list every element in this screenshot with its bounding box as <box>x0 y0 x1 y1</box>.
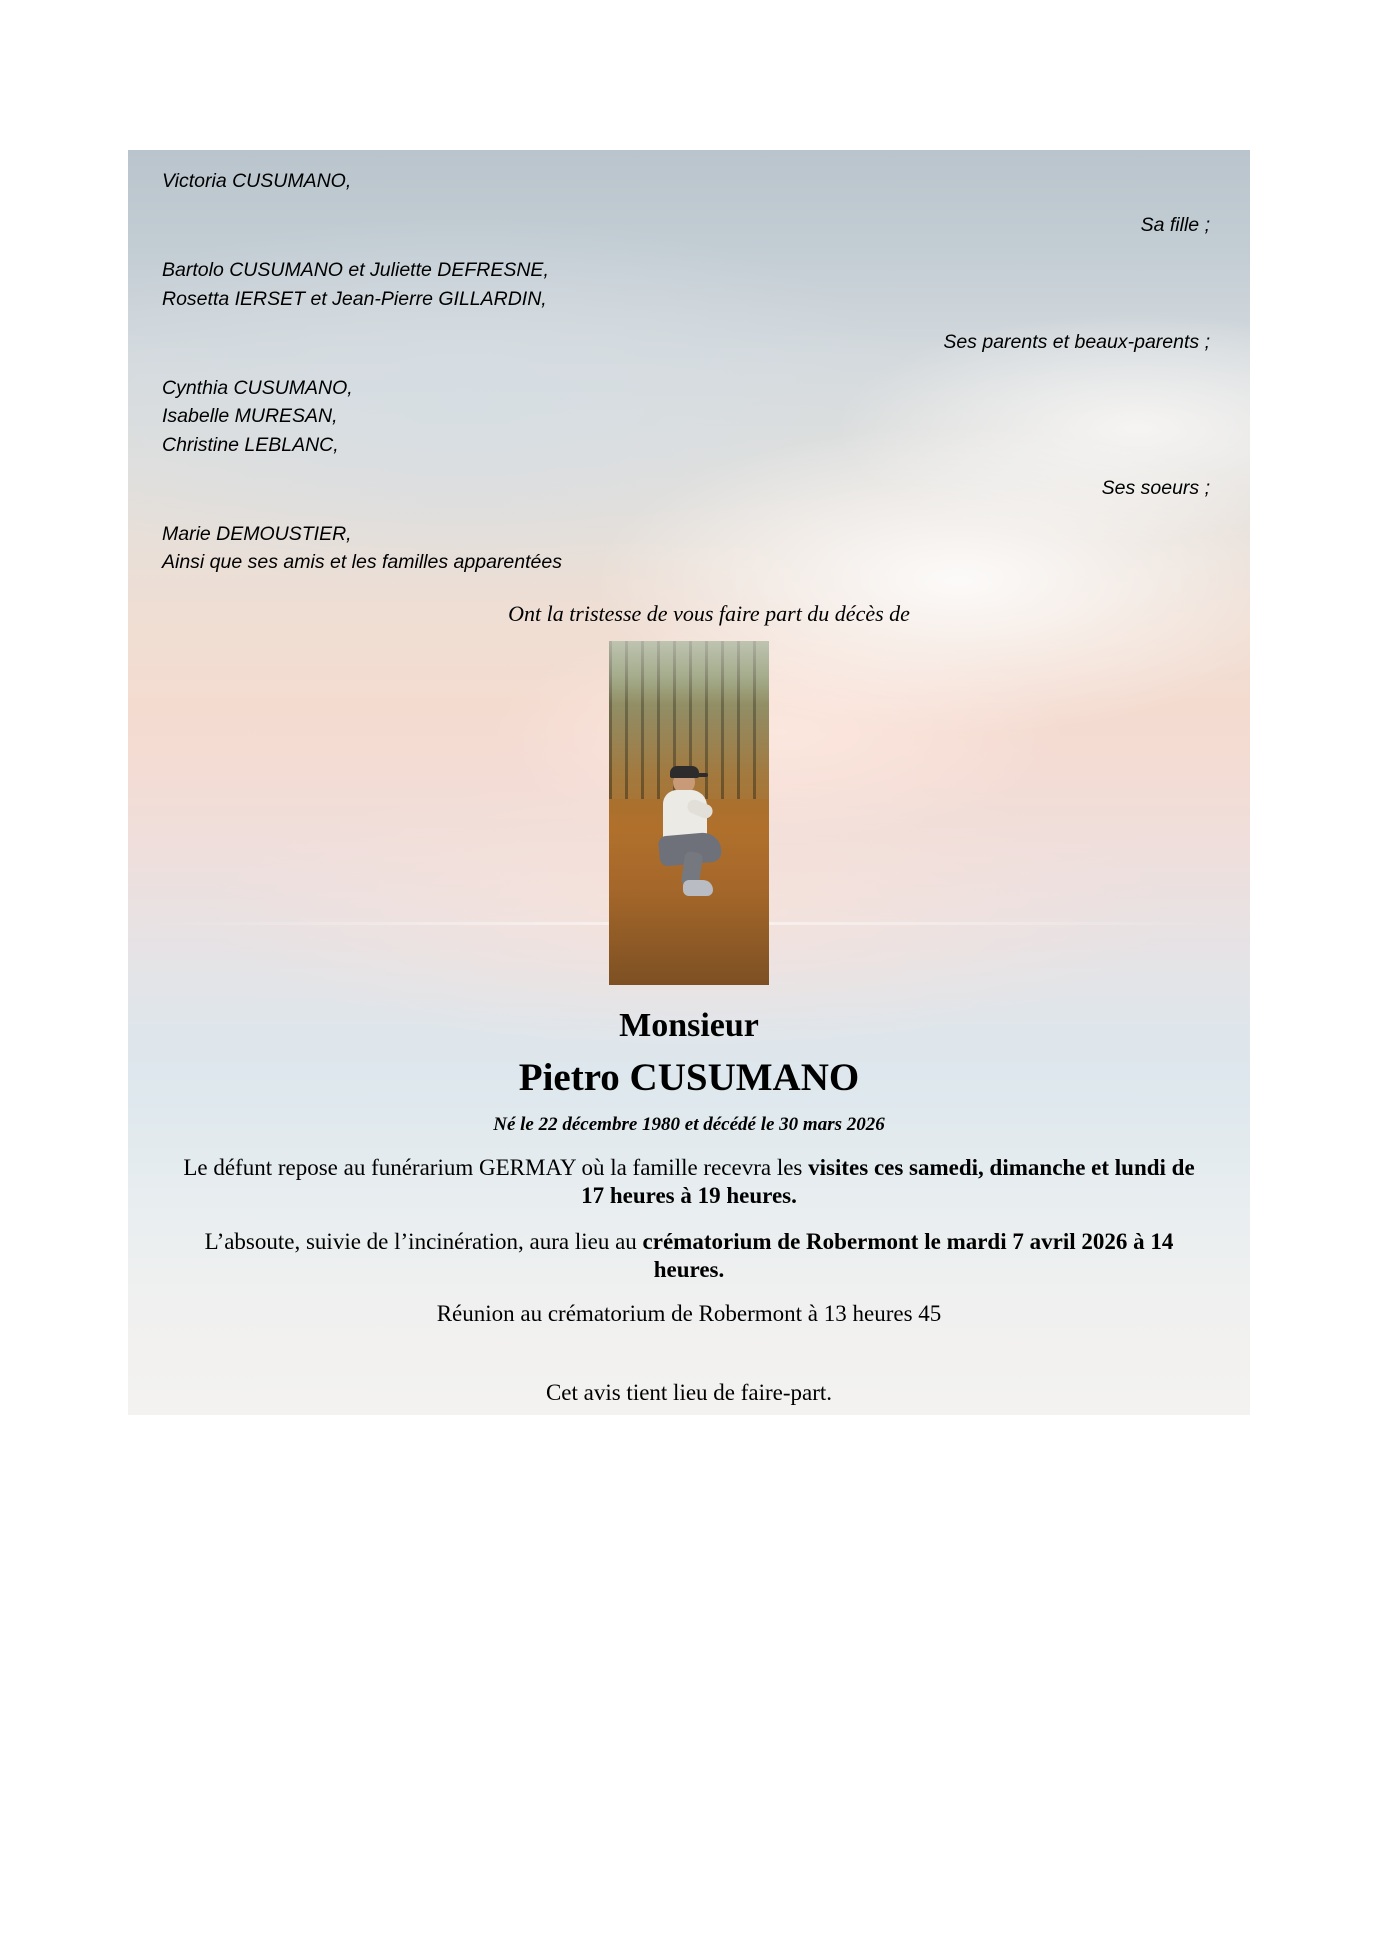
card-content <box>128 150 1250 1415</box>
family-list <box>162 172 1216 573</box>
ceremony-text: L’absoute, suivie de l’incinération, aura lieu au <box>204 1228 643 1254</box>
visitation-text: Le défunt repose au funérarium GERMAY où la famille recevra les <box>183 1154 809 1180</box>
deceased-name: Pietro CUSUMANO <box>518 1055 860 1099</box>
family-name-line: Victoria CUSUMANO, <box>162 170 352 192</box>
deceased-photo <box>609 641 769 985</box>
visitation-details: visites ces samedi, dimanche et lundi de 17 heures à 19 heures. <box>581 1154 1195 1208</box>
family-name-line: Bartolo CUSUMANO et Juliette DEFRESNE, <box>162 259 549 281</box>
announcement-line: Ont la tristesse de vous faire part du décès de <box>508 600 910 626</box>
reunion-line: Réunion au crématorium de Robermont à 13 heures 45 <box>436 1300 942 1326</box>
ceremony-details: crématorium de Robermont le mardi 7 avril 2026 à 14 heures. <box>642 1228 1174 1282</box>
family-name-line: Marie DEMOUSTIER, <box>162 522 352 545</box>
family-friends-line: Ainsi que ses amis et les familles apparentées <box>162 551 562 573</box>
cap-shape <box>670 766 699 778</box>
family-role-line: Sa fille ; <box>1140 213 1210 236</box>
person-figure <box>653 764 727 943</box>
family-name-line: Isabelle MURESAN, <box>162 405 338 427</box>
birth-death-dates: Né le 22 décembre 1980 et décédé le 30 mars 2026 <box>493 1113 885 1135</box>
visitation-paragraph <box>162 1154 1216 1210</box>
shoe-shape <box>683 880 713 896</box>
closing-line: Cet avis tient lieu de faire-part. <box>545 1379 833 1405</box>
portrait-container <box>162 641 1216 985</box>
family-name-line: Christine LEBLANC, <box>162 433 339 456</box>
family-role-line: Ses soeurs ; <box>1101 477 1210 499</box>
family-name-line: Rosetta IERSET et Jean-Pierre GILLARDIN, <box>162 287 547 310</box>
family-name-line: Cynthia CUSUMANO, <box>162 376 353 399</box>
family-role-line: Ses parents et beaux-parents ; <box>943 331 1210 353</box>
ceremony-paragraph <box>162 1228 1216 1284</box>
honorific: Monsieur <box>619 1006 759 1044</box>
memorial-card <box>128 150 1250 1415</box>
